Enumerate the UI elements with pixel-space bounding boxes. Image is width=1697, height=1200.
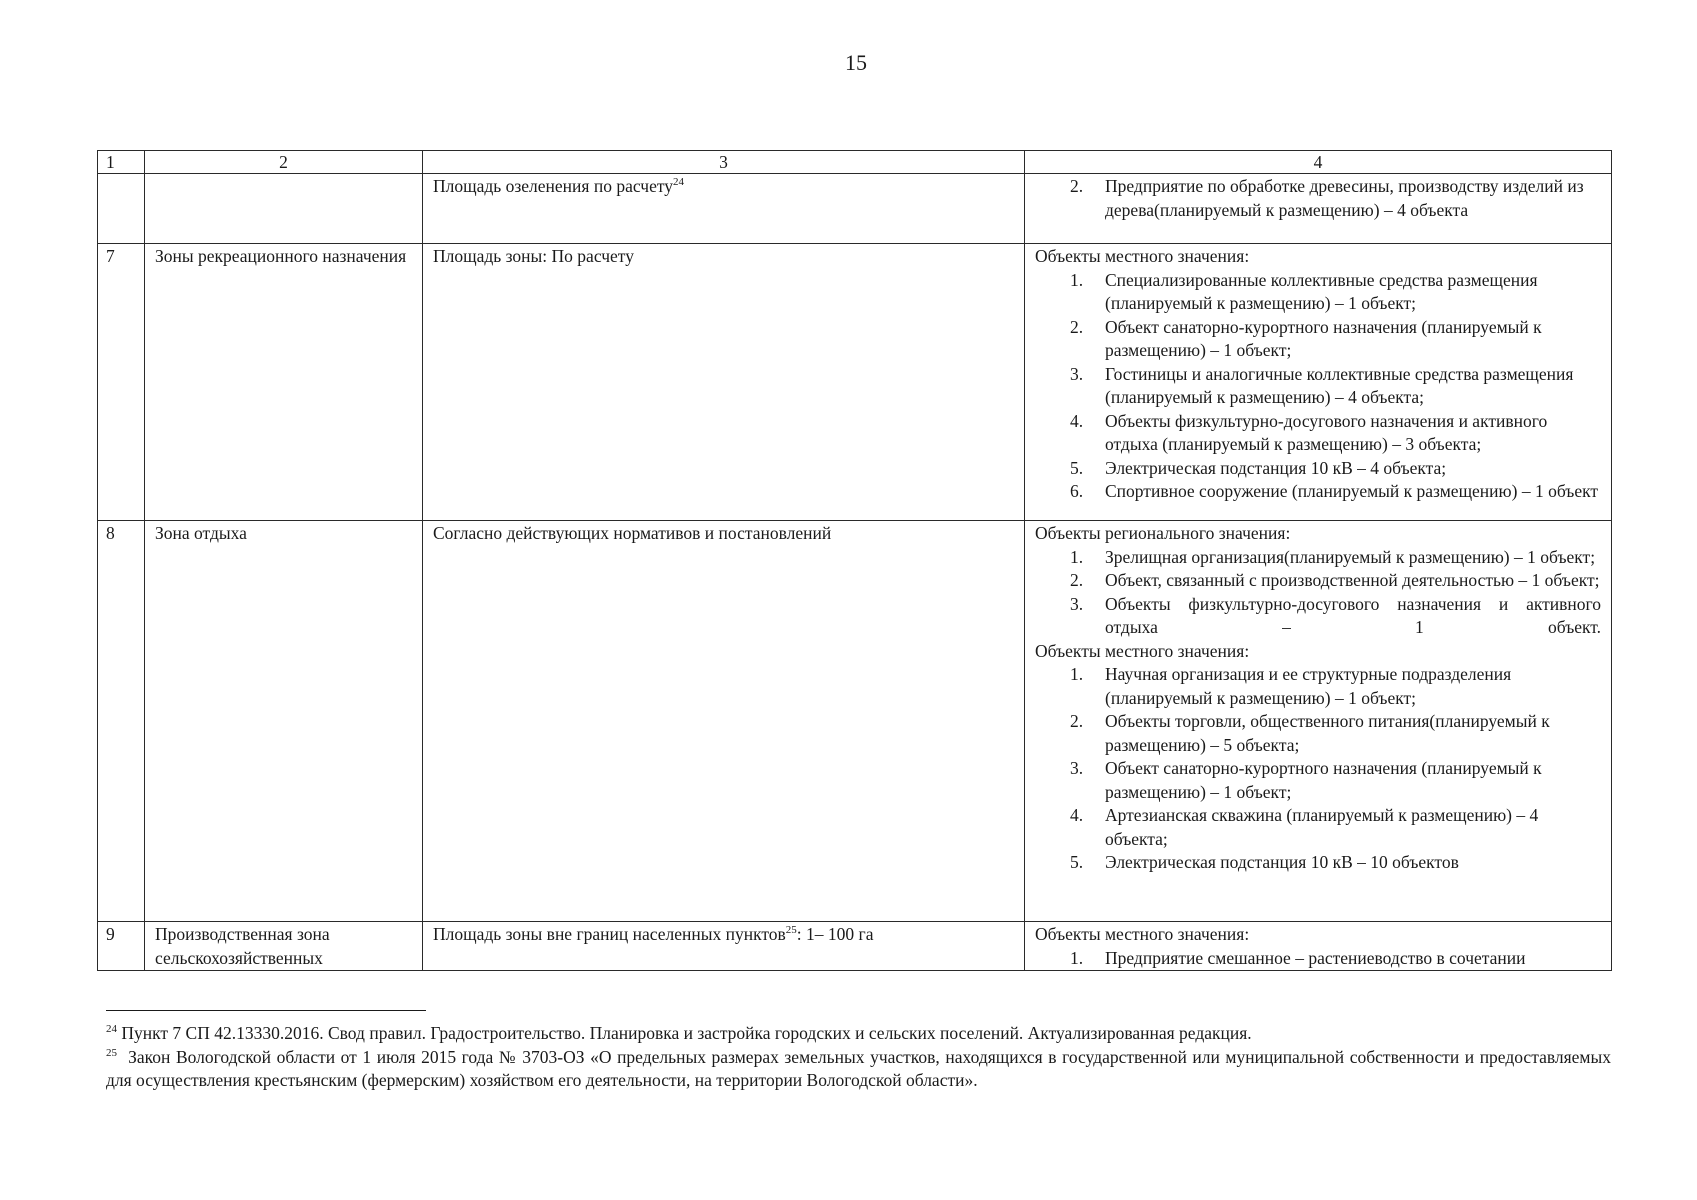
footnote-text: Закон Вологодской области от 1 июля 2015 года № 3703-ОЗ «О предельных размерах земельных участков, находящихся в государственной или муниципальной собственности и предоставляемых для осуществления крестьянским (фермерским) хозяйством его деятельности, на территории Вологодской области». xyxy=(106,1046,1611,1090)
footnote xyxy=(106,1022,1611,1046)
item-text: Объекты физкультурно-досугового назначения и активного отдыха – 1 объект. xyxy=(1105,593,1601,637)
item-number: 4. xyxy=(1070,805,1084,825)
zone-name xyxy=(145,174,423,244)
footnotes xyxy=(106,1022,1611,1093)
object-group-label: Объекты местного значения: xyxy=(1035,246,1250,266)
item-number: 3. xyxy=(1070,363,1084,384)
table-header-row xyxy=(98,151,1612,174)
list-item xyxy=(1035,804,1601,851)
item-text: Предприятие по обработке древесины, производству изделий из дерева(планируемый к размещению) – 4 объекта xyxy=(1105,176,1584,220)
item-number: 5. xyxy=(1070,852,1084,872)
list-item xyxy=(1035,851,1601,875)
footnote-separator xyxy=(106,1010,426,1011)
footnote-text: Пункт 7 СП 42.13330.2016. Свод правил. Градостроительство. Планировка и застройка городских и сельских поселений. Актуализированная редакция. xyxy=(121,1023,1252,1043)
item-text: Объекты торговли, общественного питания(планируемый к размещению) – 5 объекта; xyxy=(1105,711,1550,755)
footnote-marker: 24 xyxy=(106,1023,117,1036)
item-text: Объект санаторно-курортного назначения (планируемый к размещению) – 1 объект; xyxy=(1105,758,1542,802)
column-header: 2 xyxy=(145,151,423,174)
item-text: Специализированные коллективные средства размещения (планируемый к размещению) – 1 объект; xyxy=(1105,269,1538,313)
item-text: Артезианская скважина (планируемый к размещению) – 4 объекта; xyxy=(1105,805,1539,849)
list-item xyxy=(1035,363,1601,410)
item-text: Спортивное сооружение (планируемый к размещению) – 1 объект xyxy=(1105,481,1599,501)
list-item xyxy=(1035,546,1601,570)
item-number: 2. xyxy=(1070,316,1084,337)
object-group-label: Объекты местного значения: xyxy=(1035,924,1250,944)
row-number: 7 xyxy=(98,244,145,521)
zone-parameters xyxy=(423,244,1025,521)
item-number: 1. xyxy=(1070,546,1084,567)
list-item xyxy=(1035,593,1601,640)
item-text: Объект, связанный с производственной деятельностью – 1 объект; xyxy=(1105,570,1600,590)
list-item xyxy=(1035,175,1601,222)
parameter-text: Площадь зоны вне границ населенных пунктов xyxy=(433,924,786,944)
item-number: 1. xyxy=(1070,947,1084,968)
parameter-text: Площадь зоны: По расчету xyxy=(433,246,634,266)
list-item xyxy=(1035,710,1601,757)
row-number: 9 xyxy=(98,922,145,971)
list-item xyxy=(1035,757,1601,804)
zone-parameters xyxy=(423,922,1025,971)
item-number: 2. xyxy=(1070,176,1084,196)
parameter-text: Согласно действующих нормативов и постановлений xyxy=(433,523,832,543)
column-header: 1 xyxy=(98,151,145,174)
item-number: 6. xyxy=(1070,481,1084,501)
table-row xyxy=(98,244,1612,521)
item-number: 1. xyxy=(1070,664,1084,684)
item-number: 2. xyxy=(1070,711,1084,731)
planned-objects xyxy=(1025,174,1612,244)
parameter-text: Площадь озеленения по расчету xyxy=(433,176,674,196)
item-number: 5. xyxy=(1070,457,1084,478)
item-number: 2. xyxy=(1070,570,1084,590)
planned-objects xyxy=(1025,922,1612,971)
list-item xyxy=(1035,269,1601,316)
footnote-ref: 25 xyxy=(785,924,797,937)
list-item xyxy=(1035,410,1601,457)
list-item xyxy=(1035,569,1601,593)
item-text: Научная организация и ее структурные подразделения (планируемый к размещению) – 1 объект; xyxy=(1105,664,1512,708)
column-header: 3 xyxy=(423,151,1025,174)
table-row xyxy=(98,174,1612,244)
footnote-marker: 25 xyxy=(106,1046,117,1059)
table-row xyxy=(98,922,1612,971)
object-group-label: Объекты местного значения: xyxy=(1035,640,1250,661)
item-text: Электрическая подстанция 10 кВ – 10 объектов xyxy=(1105,852,1459,872)
list-item xyxy=(1035,480,1601,504)
object-list xyxy=(1035,546,1601,640)
row-number: 8 xyxy=(98,521,145,922)
zone-name: Зоны рекреационного назначения xyxy=(145,244,423,521)
list-item xyxy=(1035,663,1601,710)
object-list xyxy=(1035,663,1601,875)
item-text: Объект санаторно-курортного назначения (планируемый к размещению) – 1 объект; xyxy=(1105,316,1542,360)
item-text: Зрелищная организация(планируемый к размещению) – 1 объект; xyxy=(1105,546,1596,567)
table-row xyxy=(98,521,1612,922)
zones-table xyxy=(97,150,1612,971)
object-group-label: Объекты регионального значения: xyxy=(1035,523,1291,543)
item-number: 4. xyxy=(1070,410,1084,431)
footnote xyxy=(106,1046,1611,1093)
item-text: Электрическая подстанция 10 кВ – 4 объекта; xyxy=(1105,457,1447,478)
parameter-value: : 1– 100 га xyxy=(796,924,874,944)
list-item xyxy=(1035,457,1601,481)
zone-parameters xyxy=(423,174,1025,244)
item-number: 1. xyxy=(1070,269,1084,290)
item-text: Объекты физкультурно-досугового назначения и активного отдыха (планируемый к размещению) – 3 объекта; xyxy=(1105,410,1548,454)
list-item xyxy=(1035,947,1601,971)
object-list xyxy=(1035,269,1601,504)
planned-objects xyxy=(1025,521,1612,922)
column-header: 4 xyxy=(1025,151,1612,174)
item-text: Предприятие смешанное – растениеводство в сочетании xyxy=(1105,947,1526,968)
object-list xyxy=(1035,947,1601,971)
zone-name: Производственная зона сельскохозяйственных xyxy=(145,922,423,971)
item-number: 3. xyxy=(1070,758,1084,778)
zone-name: Зона отдыха xyxy=(145,521,423,922)
item-number: 3. xyxy=(1070,593,1084,614)
zone-parameters xyxy=(423,521,1025,922)
planned-objects xyxy=(1025,244,1612,521)
object-list xyxy=(1035,175,1601,222)
row-number xyxy=(98,174,145,244)
list-item xyxy=(1035,316,1601,363)
item-text: Гостиницы и аналогичные коллективные средства размещения (планируемый к размещению) – 4 объекта; xyxy=(1105,363,1574,407)
footnote-ref: 24 xyxy=(673,176,685,189)
page-number: 15 xyxy=(845,50,867,75)
